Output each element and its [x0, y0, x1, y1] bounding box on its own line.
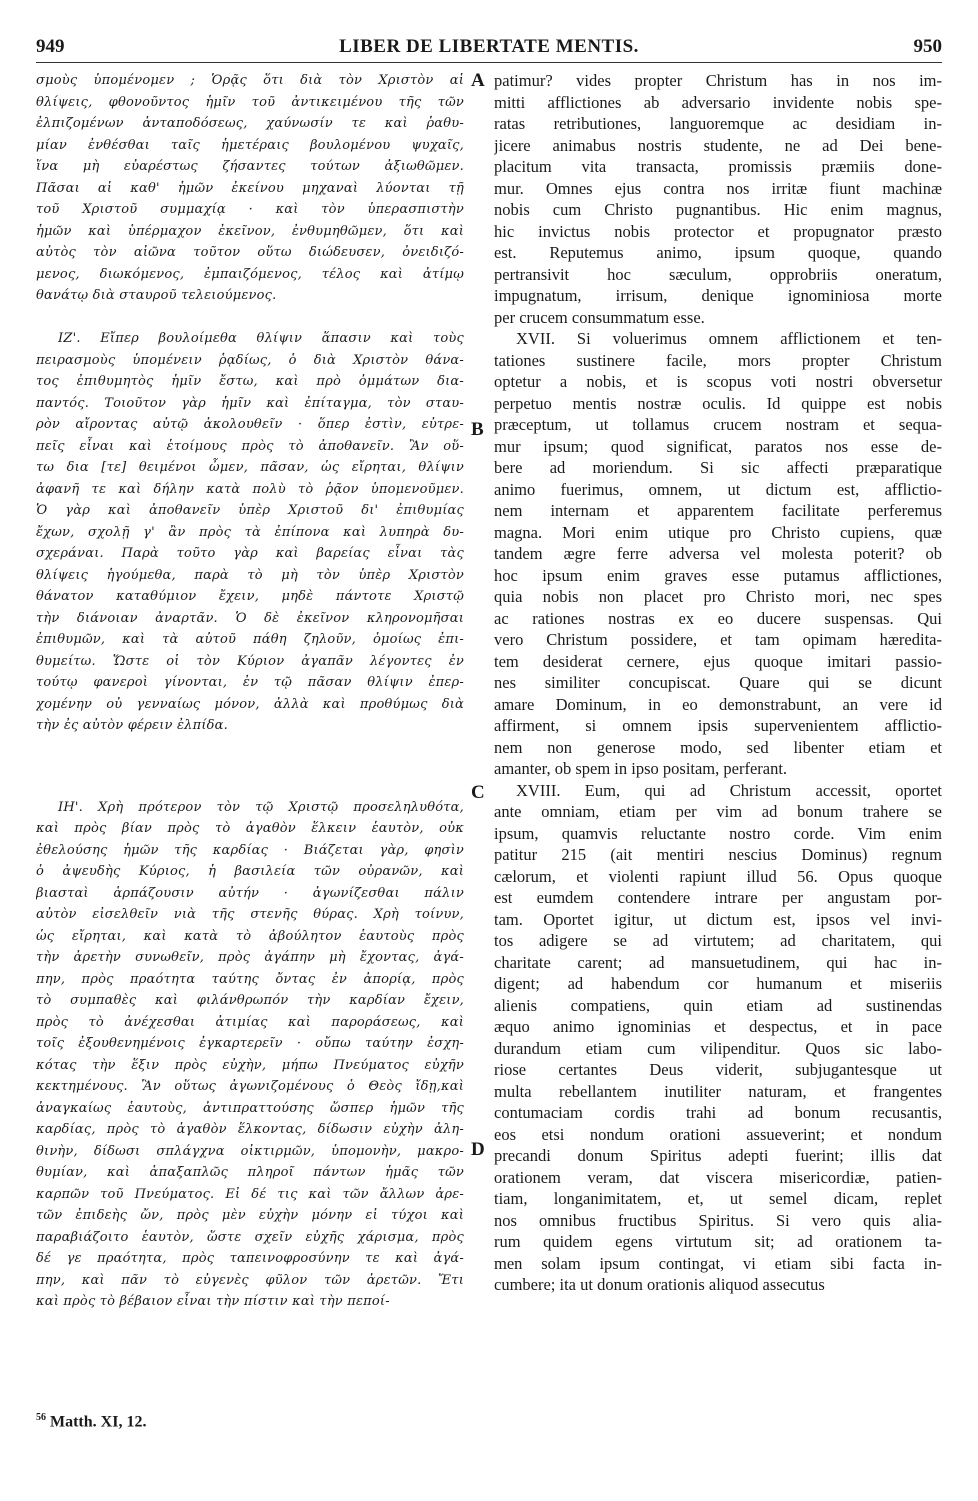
text-line: mur ipsum; quod significat, paratos nos esse de-: [494, 436, 942, 456]
latin-paragraph-2: [494, 328, 942, 780]
text-line: XVII. Si voluerimus omnem afflictionem et ten-: [516, 329, 942, 348]
text-line: ratas retributiones, languoremque ac desidiam in-: [494, 114, 942, 133]
text-line: θανάτῳ διὰ σταυροῦ τελειούμενος.: [36, 288, 277, 303]
text-line: τὴν ἐς αὐτὸν φέρειν ἐλπίδα.: [36, 718, 228, 733]
text-line: contumaciam cordis trahi ad bonum recusantis,: [494, 1103, 942, 1122]
text-line: affirment, si omnem ipsis supervenientem afflictio-: [494, 716, 942, 735]
text-line: orationem veram, dat viscera misericordiæ, patien-: [494, 1167, 942, 1187]
text-line: τούτῳ φανεροὶ γίνονται, ἐν τῷ πᾶσαν θλίψιν ἐπερ-: [36, 675, 464, 690]
text-line: δέ γε πραότητα, πρὸς ταπεινοφροσύνην τε καὶ ἀγά-: [36, 1251, 464, 1266]
text-line: tos adigere se ad virtutem; ad charitatem, qui: [494, 931, 942, 950]
text-line: ἐθελούσης ἡμῶν τῆς καρδίας · Βιάζεται γὰρ, φησὶν: [36, 842, 464, 858]
text-line: ΙΗ'. Χρὴ πρότερον τὸν τῷ Χριστῷ προσεληλυθότα,: [58, 799, 464, 815]
text-line: ρὸν αἴροντας αὐτῷ ἀκολουθεῖν · ὅπερ ἐστὶν, εὐτρε-: [36, 417, 464, 432]
paragraph-gap: [36, 307, 464, 329]
text-line: θάνατον καταθύμιον ἔχειν, μηδὲ πάντοτε Χριστῷ: [36, 589, 464, 604]
text-line: durandum etiam cum vilipenditur. Quos sic labo-: [494, 1038, 942, 1058]
text-line: βιασταὶ ἁρπάζουσιν αὐτήν · ἀγωνίζεσθαι πάλιν: [36, 885, 464, 901]
text-line: precandi donum Spiritus adepti fuerint; illis dat: [494, 1146, 942, 1165]
text-line: τὸ συμπαθὲς καὶ φιλάνθρωπόν τὴν καρδίαν ἔχειν,: [36, 993, 464, 1008]
margin-marker-b: B: [471, 419, 484, 440]
text-line: mitti afflictiones ab adversario invidente nobis spe-: [494, 92, 942, 112]
margin-marker-c: C: [471, 782, 485, 803]
text-line: nobis cum Christo pugnantibus. Hic enim magnus,: [494, 200, 942, 219]
text-line: θυμείτω. Ὥστε οἱ τὸν Κύριον ἀγαπᾶν λέγοντες ἐν: [36, 653, 464, 669]
text-line: digent; ad habendum cor humanum et miseriis: [494, 974, 942, 993]
text-line: θλίψεις ἡγούμεθα, παρὰ τὸ μὴ τὸν ὑπὲρ Χριστὸν: [36, 567, 464, 583]
text-line: est. Reputemus animo, ipsum quoque, quando: [494, 243, 942, 262]
header-rule: [36, 62, 942, 63]
text-line: cælorum, et violenti rapiunt illud 56. Opus quoque: [494, 866, 942, 886]
text-line: æquo animo ignominias et despectus, et in pace: [494, 1017, 942, 1036]
text-line: eos etsi nondum orationi assueverint; et nondum: [494, 1124, 942, 1144]
text-line: μενος, διωκόμενος, ἐμπαιζόμενος, τέλος καὶ ἀτίμῳ: [36, 266, 464, 282]
greek-paragraph-3: [36, 797, 464, 1313]
text-line: alienis compatiens, quin etiam ad sustinendas: [494, 995, 942, 1015]
text-line: καρδίας, πρὸς τὸ ἀγαθὸν ἕλκοντας, δίδωσιν εὐχὴν ἀλη-: [36, 1122, 464, 1137]
text-line: τοῦ Χριστοῦ συμμαχίᾳ · καὶ τὸν ὑπερασπιστὴν: [36, 202, 464, 217]
text-line: τῶν ἐπιδεὴς ὤν, πρὸς μὲν εὐχὴν μόνην εἰ τύχοι καὶ: [36, 1208, 464, 1223]
text-line: bere ad moriendum. Si sic affecti præparatique: [494, 458, 942, 477]
text-line: ipsum, quamvis reluctante nostro corde. Vim enim: [494, 823, 942, 843]
page-number-left: 949: [36, 36, 65, 57]
text-line: σμοὺς ὑπομένομεν ; Ὁρᾷς ὅτι διὰ τὸν Χριστὸν αἱ: [36, 73, 464, 88]
text-line: πρὸς τὸ ἀνέχεσθαι ἀτιμίας καὶ παροράσεως, καὶ: [36, 1014, 464, 1030]
text-line: placitum vita transacta, promissis præmiis done-: [494, 157, 942, 176]
text-line: πεῖς εἶναι καὶ ἑτοίμους πρὸς τὸ ἀποθανεῖν. Ἂν οὕ-: [36, 438, 464, 454]
text-line: Πᾶσαι αἱ καθ' ἡμῶν ἐκείνου μηχαναὶ λύονται τῇ: [36, 180, 464, 196]
text-line: Ὁ γὰρ καὶ ἀποθανεῖν ὑπὲρ Χριστοῦ δι' ἐπιθυμίας: [36, 503, 464, 518]
text-line: perpetuo mentis nostræ oculis. Id quippe est nobis: [494, 393, 942, 413]
footnote-number: 56: [36, 1412, 46, 1423]
text-line: πην, πρὸς πραότητα ταύτης ὄντας ἐν ἀπορίᾳ, πρὸς: [36, 971, 464, 987]
text-line: τοῖς ἐξουθενημένοις ἐγκαρτερεῖν · οὔπω ταύτην ἐσχη-: [36, 1036, 464, 1051]
text-line: optetur a nobis, et is scopus voti nostri obversetur: [494, 372, 942, 391]
text-line: ἡμῶν καὶ ὑπέρμαχον ἐκεῖνον, ἐνθυμηθῶμεν, ὅτι καὶ: [36, 223, 464, 239]
text-line: ἔχων, σχολῇ γ' ἂν πρὸς τὰ ἐπίπονα καὶ λυπηρὰ δυ-: [36, 524, 464, 540]
margin-marker-a: A: [471, 70, 485, 91]
paragraph-gap: [36, 737, 464, 797]
running-title: LIBER DE LIBERTATE MENTIS.: [339, 36, 639, 57]
text-line: præceptum, ut tollamus crucem nostram et sequa-: [494, 415, 942, 434]
text-line: amanter, ob spem in ipso positam, perferant.: [494, 759, 788, 778]
text-line: quia nobis non placet pro Christo mori, nec spes: [494, 587, 942, 606]
footnote-text: Matth. XI, 12.: [50, 1413, 147, 1431]
text-line: ante omniam, etiam per vim ad bonum trahere se: [494, 802, 942, 821]
text-line: vero Christum possidere, et tam opimam hæredita-: [494, 630, 942, 649]
text-line: ἐπιθυμῶν, καὶ τὰ αὐτοῦ πάθη ζηλοῦν, ὁμοίως ἐπι-: [36, 632, 464, 647]
text-line: riose certantes Deus viderit, subjugantesque ut: [494, 1060, 942, 1079]
text-line: καρπῶν τοῦ Πνεύματος. Εἰ δέ τις καὶ τῶν ἄλλων ἀρε-: [36, 1186, 464, 1202]
text-line: est eumdem contendere intrare per angustam por-: [494, 888, 942, 907]
text-line: hoc ipsum enim graves esse putamus afflictiones,: [494, 565, 942, 585]
footnote: [36, 1412, 146, 1431]
greek-paragraph-1: [36, 70, 464, 307]
text-line: κεκτημένους. Ἂν οὕτως ἀγωνιζομένους ὁ Θεὸς ἴδῃ,καὶ: [36, 1079, 464, 1094]
text-line: θινὴν, δίδωσι σπλάγχνα οἰκτιρμῶν, ὑπομονὴν, μακρο-: [36, 1143, 464, 1159]
text-line: ἐλπιζομένων ἀνταποδόσεως, χαύνωσίν τε καὶ ῥαθυ-: [36, 116, 464, 131]
text-line: tem desiderat cernere, ejus quoque imitari passio-: [494, 651, 942, 671]
text-line: magna. Mori enim utique pro Christo cupiens, quæ: [494, 522, 942, 542]
text-line: μίαν ἐνθέσθαι ταῖς ἡμετέραις βουλομένου ψυχαῖς,: [36, 137, 464, 153]
text-line: κότας τὴν ἕξιν πρὸς εὐχὴν, μήπω Πνεύματος εὐχῆν: [36, 1057, 464, 1073]
text-line: nos omnibus fructibus Spiritus. Si vero quis alia-: [494, 1210, 942, 1230]
text-line: ΙΖ'. Εἴπερ βουλοίμεθα θλίψιν ἅπασιν καὶ τοὺς: [58, 331, 464, 346]
text-line: ἵνα μὴ εὐαρέστως ζήσαντες τούτων ἀξιωθῶμεν.: [36, 159, 464, 174]
text-line: καὶ πρὸς τὸ βέβαιον εἶναι τὴν πίστιν καὶ τὴν πεποί-: [36, 1294, 390, 1309]
text-line: multa rebellantem inutiliter naturam, et frangentes: [494, 1081, 942, 1101]
text-line: XVIII. Eum, qui ad Christum accessit, oportet: [516, 780, 942, 800]
page-header: [36, 36, 942, 60]
latin-paragraph-1: [494, 70, 942, 328]
latin-paragraph-3: [494, 780, 942, 1296]
text-line: mur. Omnes ejus contra nos irritæ fiunt machinæ: [494, 178, 942, 198]
margin-marker-d: D: [471, 1139, 485, 1160]
text-line: παντός. Τοιοῦτον γὰρ ἡμῖν καὶ ἐπίταγμα, τὸν σταυ-: [36, 395, 464, 411]
text-line: nem non generose modo, sed libenter etiam et: [494, 737, 942, 757]
text-line: ἀφανῆ τε καὶ δήλην κατὰ πολὺ τὸ ῥᾷον ὑπομενοῦμεν.: [36, 481, 464, 497]
text-line: nem internam et apparentem facilitate perferemus: [494, 501, 942, 520]
text-line: τὴν ἀρετὴν συνωθεῖν, πρὸς ἀγάπην μὴ ἔχοντας, ἀγά-: [36, 950, 464, 965]
text-line: ἀναγκαίως ἑαυτοὺς, ἀντιπραττούσης ὥσπερ ἡμῶν τῆς: [36, 1100, 464, 1116]
text-line: tam. Oportet igitur, ut dictum est, ipsos vel invi-: [494, 909, 942, 929]
text-line: patimur? vides propter Christum has in nos im-: [494, 71, 942, 90]
text-line: αὐτὸς τὸν αἰῶνα τοῦτον οὕτω διώδευσεν, ὀνειδιζό-: [36, 245, 464, 260]
text-line: pertransivit hoc sæculum, opprobriis oneratum,: [494, 264, 942, 284]
text-line: πειρασμοὺς ὑπομένειν ῥᾳδίως, ὁ διὰ Χριστὸν θάνα-: [36, 352, 464, 368]
text-line: ac rationes nostras ex eo ducere suspensas. Qui: [494, 608, 942, 628]
text-line: rum quidem egens virtutum sit; ad orationem ta-: [494, 1232, 942, 1251]
text-line: nes similiter concupiscat. Quare qui se dicunt: [494, 673, 942, 692]
text-line: θλίψεις, φθονοῦντος ἡμῖν τοῦ ἀντικειμένου τῆς τῶν: [36, 94, 464, 110]
text-line: impugnatum, irrisum, denique ignominiosa morte: [494, 286, 942, 305]
text-line: ὡς εἴρηται, καὶ κατὰ τὸ ἀβούλητον ἑαυτοὺς πρὸς: [36, 928, 464, 944]
text-line: τω δια [τε] θειμένοι ὦμεν, πᾶσαν, ὡς εἴρηται, θλίψιν: [36, 460, 464, 475]
text-line: hic invictus nobis protector et propugnator præsto: [494, 221, 942, 241]
text-line: θυμίαν, καὶ ἁπαξαπλῶς πληροῖ πάντων ἡμᾶς τῶν: [36, 1165, 464, 1180]
text-line: καὶ πρὸς βίαν πρὸς τὸ ἀγαθὸν ἕλκειν ἑαυτὸν, οὐκ: [36, 821, 464, 836]
text-line: τος ἐπιθυμητὸς ἡμῖν ἔστω, καὶ πρὸ ὀμμάτων δια-: [36, 374, 464, 389]
text-line: σχεράναι. Παρὰ τοῦτο γὰρ καὶ βαρείας εἶναι τὰς: [36, 546, 464, 561]
text-line: tationes sustinere facile, mors propter Christum: [494, 350, 942, 370]
text-line: παραβιάζοιτο ἑαυτὸν, ὥστε σχεῖν εὐχῆς χάρισμα, πρὸς: [36, 1229, 464, 1245]
text-line: animo fuerimus, omnem, ut dictum est, afflictio-: [494, 479, 942, 499]
text-line: patitur 215 (ait mentiri nescius Dominus) regnum: [494, 845, 942, 864]
text-line: per crucem consummatum esse.: [494, 307, 705, 327]
text-line: χομένην οὐ γενναίως μόνον, ἀλλὰ καὶ προθύμως διὰ: [36, 696, 464, 712]
page-number-right: 950: [913, 36, 942, 57]
text-line: tandem ægre ferre adversa vel molesta poterit? ob: [494, 544, 942, 563]
text-line: men solam ipsum contingat, vi etiam sibi facta in-: [494, 1253, 942, 1273]
text-line: cumbere; ita ut donum orationis aliquod assecutus: [494, 1275, 825, 1294]
greek-paragraph-2: [36, 328, 464, 737]
text-line: τὴν διάνοιαν ἀναρτᾶν. Ὁ δὲ ἐκεῖνον κληρονομῆσαι: [36, 610, 464, 626]
text-line: tiam, longanimitatem, et, ut semel dicam, replet: [494, 1189, 942, 1208]
text-line: amare Dominum, in eo demonstrabunt, an vere id: [494, 694, 942, 714]
text-line: ὁ ἀψευδὴς Κύριος, ἡ βασιλεία τῶν οὐρανῶν, καὶ: [36, 864, 464, 879]
text-line: πην, καὶ πᾶν τὸ εὐγενὲς φῦλον τῶν ἀρετῶν. Ἔτι: [36, 1272, 464, 1288]
text-line: αὐτὸν εἰσελθεῖν νιὰ τῆς στενῆς θύρας. Χρὴ τοίνυν,: [36, 907, 464, 922]
text-line: charitate carent; ad mansuetudinem, qui hac in-: [494, 952, 942, 972]
greek-column: [36, 70, 464, 1313]
text-line: jicere animabus nostris studente, ne ad Dei bene-: [494, 135, 942, 155]
latin-column: [494, 70, 942, 1296]
